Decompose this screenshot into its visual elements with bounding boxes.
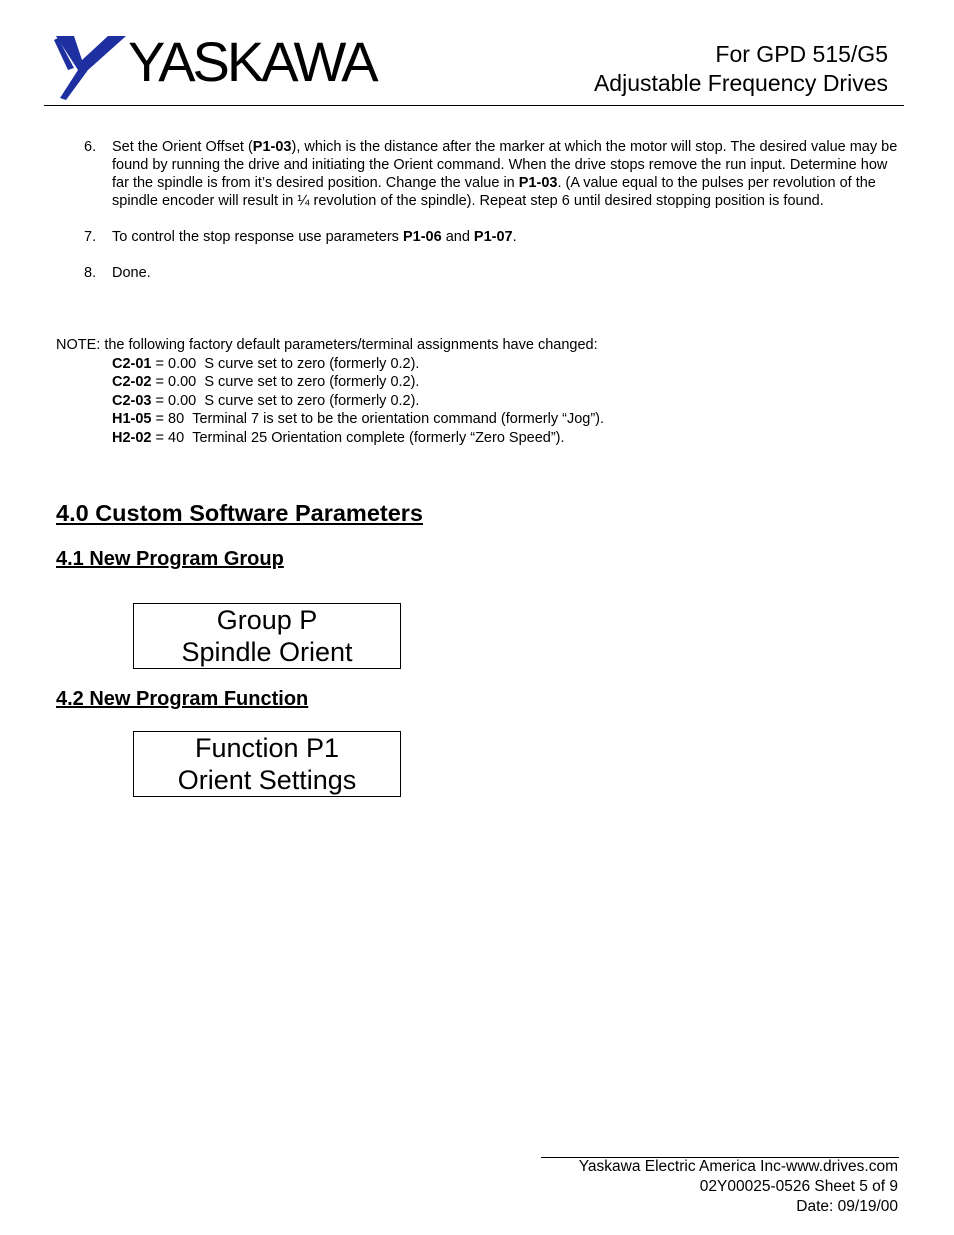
step-number: 7.	[84, 229, 97, 245]
step-item	[84, 264, 899, 282]
function-heading: 4.2 New Program Function	[56, 688, 309, 710]
step-text-fragment: . (A value equal to the pulses per revolution of the spindle encoder will result in ¼ revolution of the spindle). Repeat step 6 until desired stopping position is found.	[112, 175, 876, 209]
function-display-box	[133, 731, 401, 797]
param-description: Terminal 7 is set to be the orientation command (formerly “Jog”).	[192, 411, 605, 428]
param-code: P1-07	[473, 229, 513, 245]
note-block	[56, 336, 604, 448]
spacer	[184, 411, 192, 427]
section-title: 4.0 Custom Software Parameters	[56, 500, 424, 526]
logo-wordmark: YASKAWA	[128, 30, 376, 93]
document-header-title	[594, 40, 888, 98]
footer-sheet: 02Y00025-0526 Sheet 5 of 9	[699, 1178, 898, 1195]
param-code: H2-02	[112, 429, 152, 446]
step-text-fragment: To control the stop response use parameters	[112, 229, 403, 245]
note-param-row	[56, 410, 604, 429]
step-text-fragment: Done.	[112, 265, 151, 281]
group-heading: 4.1 New Program Group	[56, 548, 284, 570]
note-param-row	[56, 373, 604, 392]
group-display-line1: Group P	[216, 605, 318, 635]
param-code: C2-03	[112, 392, 152, 409]
procedure-steps	[84, 138, 899, 300]
step-item	[84, 228, 899, 246]
step-text-fragment: ), which is the distance after the marker at which the motor will stop. The desired value may be found by running the drive and initiating the Orient command. When the drive stops remove the run input. Determine how far the spindle is from it’s desired position. Change the value in	[112, 139, 898, 191]
param-value: = 80	[151, 411, 185, 428]
note-intro: NOTE: the following factory default parameters/terminal assignments have changed:	[56, 337, 598, 353]
param-code: P1-03	[518, 175, 558, 191]
note-param-row	[56, 355, 604, 374]
header-title-line2: Adjustable Frequency Drives	[593, 70, 888, 96]
group-display-line2: Spindle Orient	[181, 637, 353, 667]
param-description: S curve set to zero (formerly 0.2).	[204, 392, 420, 409]
param-code: P1-06	[402, 229, 442, 245]
step-text	[112, 229, 517, 245]
footer-date: Date: 09/19/00	[796, 1198, 898, 1215]
param-value: = 0.00	[151, 392, 197, 409]
step-text-fragment: and	[441, 229, 474, 245]
param-description: S curve set to zero (formerly 0.2).	[204, 374, 420, 391]
step-item	[84, 138, 899, 210]
yaskawa-logo	[52, 30, 422, 102]
param-description: Terminal 25 Orientation complete (formerly “Zero Speed”).	[192, 429, 565, 446]
note-param-list	[56, 355, 604, 448]
footer-company: Yaskawa Electric America Inc-www.drives.com	[578, 1158, 898, 1175]
step-number: 8.	[84, 265, 97, 281]
param-code: C2-01	[112, 355, 152, 372]
header-divider	[44, 105, 904, 106]
note-param-row	[56, 429, 604, 448]
param-code: P1-03	[252, 139, 292, 155]
step-text	[112, 139, 897, 209]
group-display-box	[133, 603, 401, 669]
param-code: H1-05	[112, 411, 152, 428]
param-value: = 40	[151, 429, 185, 446]
step-text-fragment: .	[512, 229, 517, 245]
note-param-row	[56, 392, 604, 411]
param-value: = 0.00	[151, 355, 197, 372]
header-title-line1: For GPD 515/G5	[715, 41, 888, 67]
param-value: = 0.00	[151, 374, 197, 391]
function-display-line1: Function P1	[194, 733, 340, 763]
function-display-line2: Orient Settings	[177, 765, 357, 795]
step-number: 6.	[84, 139, 97, 155]
param-code: C2-02	[112, 374, 152, 391]
step-text	[112, 265, 151, 281]
step-text-fragment: Set the Orient Offset (	[112, 139, 253, 155]
document-footer	[579, 1157, 898, 1217]
spacer	[184, 430, 192, 446]
yaskawa-swoosh-icon	[52, 30, 128, 102]
param-description: S curve set to zero (formerly 0.2).	[204, 355, 420, 372]
